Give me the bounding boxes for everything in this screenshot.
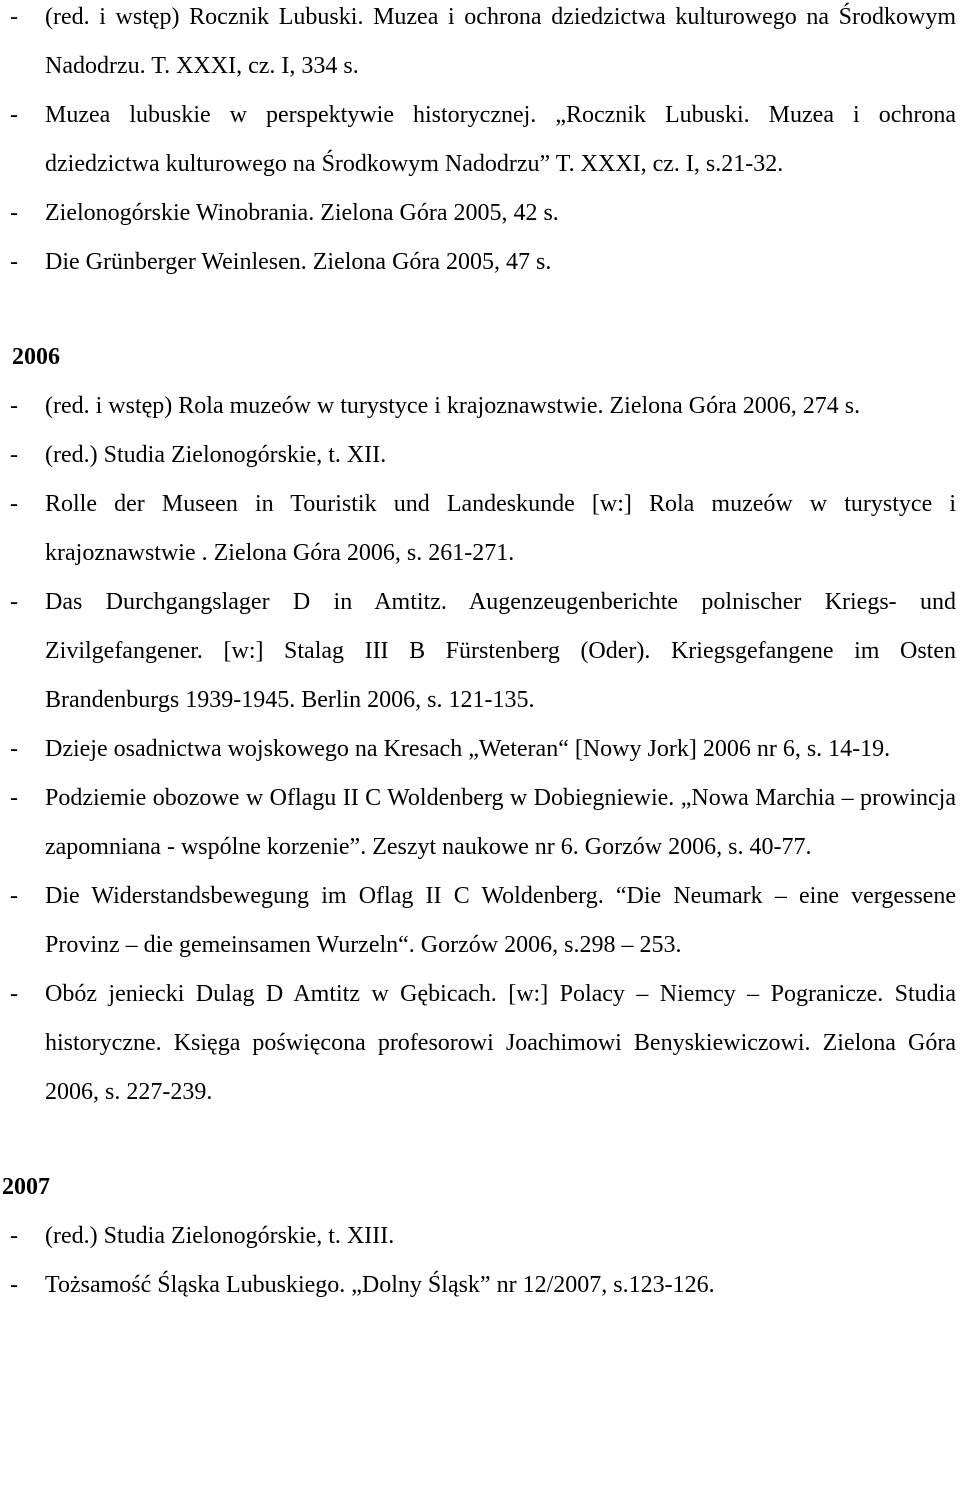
entry-dash: -	[10, 589, 18, 615]
bibliography-entry	[10, 91, 956, 189]
entry-text: Podziemie obozowe w Oflagu II C Woldenberg w Dobiegniewie. „Nowa Marchia – prowincja zapomniana - wspólne korzenie”. Zeszyt naukowe nr 6. Gorzów 2006, s. 40-77.	[45, 785, 956, 860]
entry-text: Die Widerstandsbewegung im Oflag II C Woldenberg. “Die Neumark – eine vergessene Provinz – die gemeinsamen Wurzeln“. Gorzów 2006, s.298 – 253.	[45, 883, 956, 958]
entry-text: Das Durchgangslager D in Amtitz. Augenzeugenberichte polnischer Kriegs- und Zivilgefangener. [w:] Stalag III B Fürstenberg (Oder). Kriegsgefangene im Osten Brandenburgs 1939-1945. Berlin 2006, s. 121-135.	[45, 589, 956, 713]
entry-text: (red. i wstęp) Rocznik Lubuski. Muzea i ochrona dziedzictwa kulturowego na Środkowym Nadodrzu. T. XXXI, cz. I, 334 s.	[45, 4, 956, 79]
entry-dash: -	[10, 785, 18, 811]
entry-text: Zielonogórskie Winobrania. Zielona Góra 2005, 42 s.	[45, 200, 559, 226]
entry-text: (red.) Studia Zielonogórskie, t. XII.	[45, 442, 387, 468]
entry-dash: -	[10, 393, 18, 419]
entry-dash: -	[10, 981, 18, 1007]
entry-text: (red.) Studia Zielonogórskie, t. XIII.	[45, 1223, 395, 1249]
section-2005	[0, 0, 960, 287]
bibliography-entry	[10, 431, 956, 480]
bibliography-entry	[10, 970, 956, 1117]
bibliography-entry	[10, 238, 956, 287]
bibliography-entry	[10, 1261, 956, 1310]
bibliography-entry	[10, 725, 956, 774]
bibliography-entry	[10, 480, 956, 578]
entry-dash: -	[10, 1223, 18, 1249]
entry-dash: -	[10, 736, 18, 762]
entry-dash: -	[10, 102, 18, 128]
entry-text: Rolle der Museen in Touristik und Landeskunde [w:] Rola muzeów w turystyce i krajoznawstwie . Zielona Góra 2006, s. 261-271.	[45, 491, 956, 566]
entry-text: Die Grünberger Weinlesen. Zielona Góra 2005, 47 s.	[45, 249, 552, 275]
bibliography-entry	[10, 382, 956, 431]
bibliography-entry	[10, 774, 956, 872]
entry-dash: -	[10, 491, 18, 517]
entry-text: Muzea lubuskie w perspektywie historycznej. „Rocznik Lubuski. Muzea i ochrona dziedzictwa kulturowego na Środkowym Nadodrzu” T. XXXI, cz. I, s.21-32.	[45, 102, 956, 177]
entry-dash: -	[10, 1272, 18, 1298]
entry-dash: -	[10, 200, 18, 226]
year-heading-2006: 2006	[12, 344, 60, 370]
entry-dash: -	[10, 883, 18, 909]
section-2006	[0, 382, 960, 1117]
bibliography-entry	[10, 1212, 956, 1261]
entry-text: (red. i wstęp) Rola muzeów w turystyce i krajoznawstwie. Zielona Góra 2006, 274 s.	[45, 393, 861, 419]
bibliography-entry	[10, 872, 956, 970]
entry-dash: -	[10, 442, 18, 468]
bibliography-entry	[10, 578, 956, 725]
entry-text: Obóz jeniecki Dulag D Amtitz w Gębicach. [w:] Polacy – Niemcy – Pogranicze. Studia historyczne. Księga poświęcona profesorowi Joachimowi Benyskiewiczowi. Zielona Góra 2006, s. 227-239.	[45, 981, 956, 1105]
entry-dash: -	[10, 249, 18, 275]
entry-text: Tożsamość Śląska Lubuskiego. „Dolny Śląsk” nr 12/2007, s.123-126.	[45, 1272, 715, 1298]
entry-dash: -	[10, 4, 18, 30]
year-heading-2007: 2007	[2, 1174, 50, 1200]
entry-text: Dzieje osadnictwa wojskowego na Kresach „Weteran“ [Nowy Jork] 2006 nr 6, s. 14-19.	[45, 736, 891, 762]
section-2007	[0, 1212, 960, 1310]
bibliography-entry	[10, 0, 956, 91]
bibliography-entry	[10, 189, 956, 238]
